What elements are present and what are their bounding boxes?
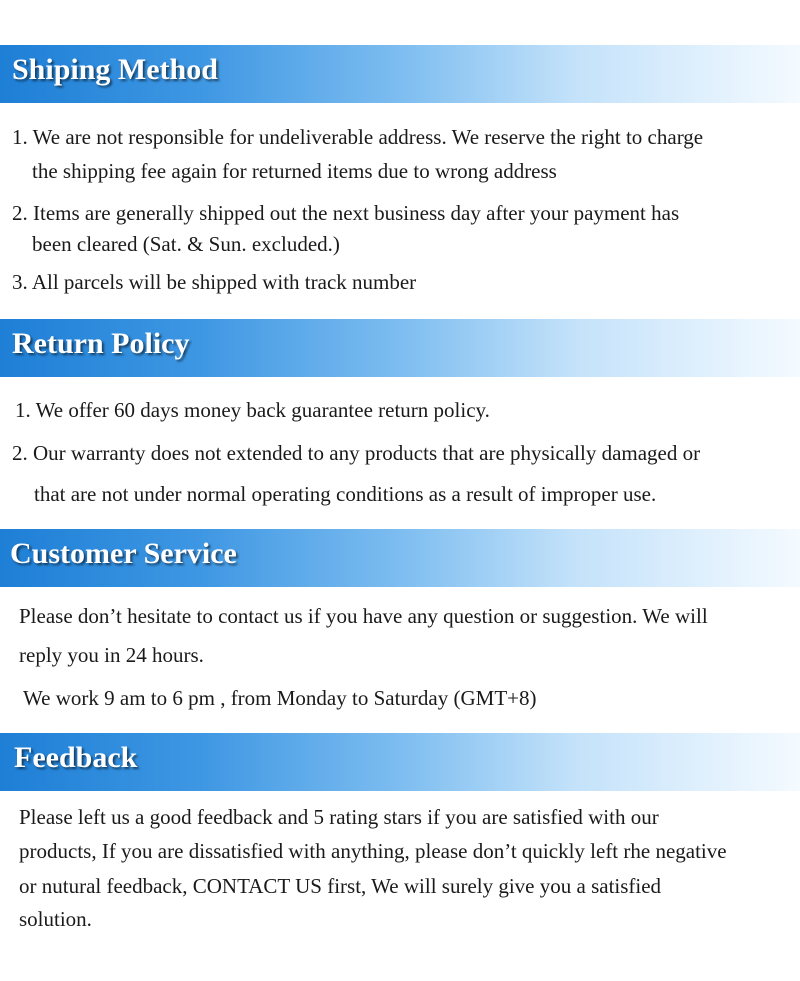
feedback-line-3: or nutural feedback, CONTACT US first, We will surely give you a satisfied <box>19 874 662 898</box>
shipping-header <box>0 45 800 103</box>
return-line-3: that are not under normal operating conditions as a result of improper use. <box>34 482 657 506</box>
return-header <box>0 319 800 377</box>
feedback-title: Feedback <box>14 741 138 774</box>
service-header <box>0 529 800 587</box>
shipping-line-3: 2. Items are generally shipped out the next business day after your payment has <box>12 201 680 225</box>
feedback-header <box>0 733 800 791</box>
shipping-title: Shiping Method <box>12 53 218 86</box>
return-line-2: 2. Our warranty does not extended to any products that are physically damaged or <box>12 441 701 465</box>
shipping-line-4: been cleared (Sat. & Sun. excluded.) <box>32 232 340 256</box>
feedback-line-1: Please left us a good feedback and 5 rating stars if you are satisfied with our <box>19 805 659 829</box>
shipping-line-2: the shipping fee again for returned items due to wrong address <box>32 159 557 183</box>
service-line-1: Please don’t hesitate to contact us if you have any question or suggestion. We will <box>19 604 708 628</box>
service-hours: We work 9 am to 6 pm , from Monday to Saturday (GMT+8) <box>23 686 537 710</box>
feedback-line-4: solution. <box>19 907 92 931</box>
return-line-1: 1. We offer 60 days money back guarantee return policy. <box>15 398 490 422</box>
shipping-line-1: 1. We are not responsible for undeliverable address. We reserve the right to charge <box>12 125 704 149</box>
shipping-line-5: 3. All parcels will be shipped with track number <box>12 270 417 294</box>
feedback-line-2: products, If you are dissatisfied with anything, please don’t quickly left rhe negative <box>19 839 727 863</box>
service-title: Customer Service <box>10 537 237 570</box>
return-title: Return Policy <box>12 327 190 360</box>
service-line-2: reply you in 24 hours. <box>19 643 204 667</box>
